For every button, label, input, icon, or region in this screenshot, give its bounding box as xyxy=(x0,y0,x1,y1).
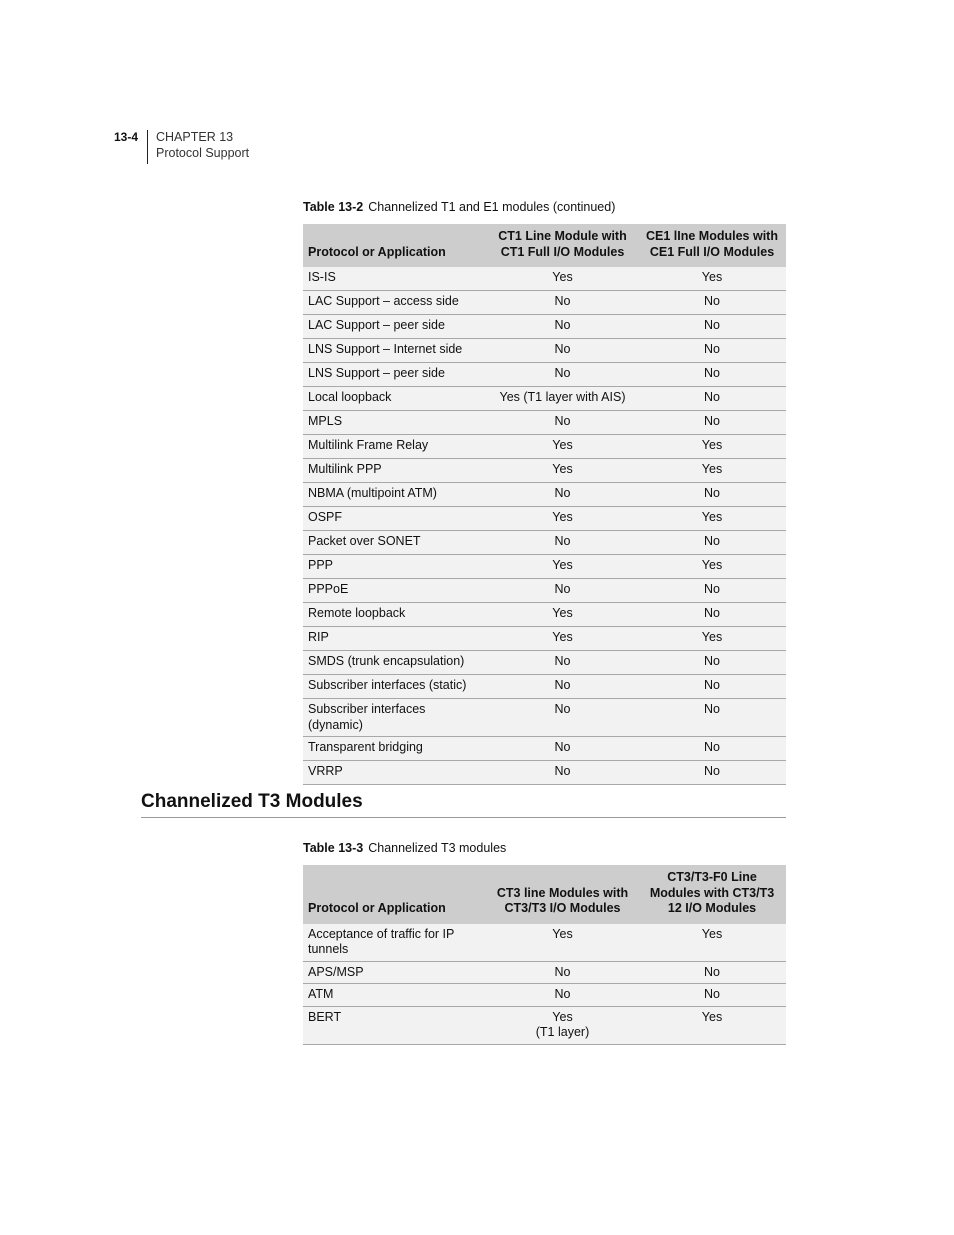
table-cell-text: No xyxy=(704,582,720,596)
table-cell xyxy=(487,961,637,984)
table-cell xyxy=(637,459,786,483)
table-cell-text: No xyxy=(704,654,720,668)
table-row xyxy=(303,737,786,761)
table-row xyxy=(303,984,786,1007)
table-row xyxy=(303,363,786,387)
table-cell-text: No xyxy=(704,702,720,716)
table-cell xyxy=(487,603,637,627)
table-cell xyxy=(487,651,637,675)
table-cell-text: Yes xyxy=(701,462,723,476)
table-cell xyxy=(303,603,487,627)
table-cell-text: ATM xyxy=(308,987,334,1001)
table-cell xyxy=(303,435,487,459)
table-cell xyxy=(487,459,637,483)
table-header-row xyxy=(303,865,786,924)
table-cell-text: Yes xyxy=(701,926,723,941)
table-13-3-caption xyxy=(303,841,506,855)
table-cell xyxy=(487,483,637,507)
column-header-text: CT3 line Modules with CT3/T3 I/O Modules xyxy=(496,885,629,915)
table-cell-text: No xyxy=(704,294,720,308)
table-cell xyxy=(303,651,487,675)
header-divider xyxy=(147,130,148,164)
table-cell xyxy=(637,267,786,291)
table-cell-text: No xyxy=(704,740,720,754)
column-header-text: CT3/T3-F0 Line Modules with CT3/T3 12 I/O Modules xyxy=(649,870,775,915)
column-header-text: Protocol or Application xyxy=(308,244,446,259)
table-cell-text: No xyxy=(704,342,720,356)
table-cell-text: Yes xyxy=(552,438,573,452)
table-cell-text: SMDS (trunk encapsulation) xyxy=(308,654,465,668)
table-cell xyxy=(637,627,786,651)
table-cell-text: PPP xyxy=(308,558,334,572)
table-cell-text: Yes xyxy=(552,270,573,284)
column-header-text: Protocol or Application xyxy=(308,901,446,915)
table-cell-text: No xyxy=(704,534,720,548)
table-cell-text: No xyxy=(554,534,571,548)
table-cell xyxy=(487,924,637,962)
table-header-row xyxy=(303,224,786,267)
table-cell xyxy=(303,363,487,387)
column-header xyxy=(487,865,637,924)
table-cell-text: No xyxy=(704,414,720,428)
table-cell xyxy=(487,387,637,411)
table-cell-text: MPLS xyxy=(308,414,343,428)
table-cell xyxy=(637,531,786,555)
table-cell xyxy=(487,699,637,737)
table-cell xyxy=(637,387,786,411)
table-cell-text: No xyxy=(554,486,571,500)
table-cell xyxy=(637,507,786,531)
table-cell-text: No xyxy=(704,987,720,1001)
table-cell-text: Yes xyxy=(701,270,723,284)
table-row xyxy=(303,531,786,555)
table-cell xyxy=(487,675,637,699)
table-cell xyxy=(637,483,786,507)
table-cell-text: No xyxy=(554,342,571,356)
table-cell-text: Local loopback xyxy=(308,390,392,404)
table-cell xyxy=(637,675,786,699)
table-cell-text: PPPoE xyxy=(308,582,349,596)
section-divider xyxy=(141,817,786,818)
table-cell-text: RIP xyxy=(308,630,329,644)
chapter-title: Protocol Support xyxy=(156,145,250,160)
table-cell-text: LNS Support – peer side xyxy=(308,366,445,380)
table-cell-text: Yes xyxy=(701,438,723,452)
column-header xyxy=(303,224,487,267)
table-cell xyxy=(487,291,637,315)
table-cell xyxy=(487,627,637,651)
table-cell-text: No xyxy=(554,740,571,754)
table-cell-text: Yes (T1 layer) xyxy=(535,1009,590,1039)
table-13-2-caption xyxy=(303,200,615,214)
table-cell xyxy=(303,737,487,761)
table-cell xyxy=(637,761,786,785)
caption-label: Table 13-2 xyxy=(303,200,364,214)
table-cell xyxy=(303,627,487,651)
table-row xyxy=(303,924,786,962)
table-cell-text: No xyxy=(704,486,720,500)
table-cell xyxy=(303,761,487,785)
table-cell-text: No xyxy=(554,678,571,692)
table-row xyxy=(303,483,786,507)
table-row xyxy=(303,459,786,483)
table-cell xyxy=(303,555,487,579)
table-cell xyxy=(303,315,487,339)
table-cell-text: No xyxy=(554,764,571,778)
table-cell-text: No xyxy=(704,678,720,692)
table-cell xyxy=(303,459,487,483)
table-cell xyxy=(637,603,786,627)
caption-text: Channelized T3 modules xyxy=(368,841,507,855)
table-cell xyxy=(487,315,637,339)
table-cell-text: Yes xyxy=(552,462,573,476)
table-cell-text: LAC Support – peer side xyxy=(308,318,445,332)
table-cell-text: Packet over SONET xyxy=(308,534,421,548)
table-cell-text: No xyxy=(554,702,571,716)
table-cell-text: Subscriber interfaces (static) xyxy=(308,678,467,692)
table-cell-text: VRRP xyxy=(308,764,343,778)
table-cell xyxy=(303,507,487,531)
table-cell xyxy=(487,531,637,555)
table-cell-text: No xyxy=(554,414,571,428)
table-cell-text: No xyxy=(554,582,571,596)
table-cell-text: Yes xyxy=(552,630,573,644)
caption-label: Table 13-3 xyxy=(303,841,364,855)
table-cell xyxy=(303,411,487,435)
table-row xyxy=(303,675,786,699)
table-cell xyxy=(637,924,786,962)
table-cell xyxy=(487,555,637,579)
table-cell xyxy=(303,1006,487,1044)
table-cell-text: No xyxy=(554,366,571,380)
column-header xyxy=(303,865,487,924)
table-cell xyxy=(637,435,786,459)
table-row xyxy=(303,627,786,651)
table-cell xyxy=(303,483,487,507)
table-cell xyxy=(637,315,786,339)
table-row xyxy=(303,315,786,339)
table-cell xyxy=(303,924,487,962)
table-cell xyxy=(303,984,487,1007)
table-cell xyxy=(637,961,786,984)
table-cell-text: No xyxy=(704,390,720,404)
table-cell xyxy=(637,699,786,737)
table-body xyxy=(303,267,786,785)
table-cell xyxy=(487,339,637,363)
column-header-text: CE1 lIne Modules with CE1 Full I/O Modules xyxy=(646,229,778,259)
table-cell-text: LAC Support – access side xyxy=(308,294,459,308)
table-cell xyxy=(487,435,637,459)
table-cell-text: Yes xyxy=(552,510,573,524)
table-cell xyxy=(637,737,786,761)
table-cell xyxy=(487,1006,637,1044)
table-cell xyxy=(637,579,786,603)
table-row xyxy=(303,435,786,459)
table-cell-text: No xyxy=(704,606,720,620)
table-cell xyxy=(637,291,786,315)
table-cell xyxy=(303,531,487,555)
table-cell xyxy=(487,761,637,785)
table-row xyxy=(303,603,786,627)
column-header xyxy=(637,865,786,924)
table-cell xyxy=(487,363,637,387)
table-cell-text: Multilink PPP xyxy=(308,462,382,476)
table-cell-text: NBMA (multipoint ATM) xyxy=(308,486,437,500)
table-cell-text: Subscriber interfaces (dynamic) xyxy=(308,702,426,732)
table-cell-text: OSPF xyxy=(308,510,343,524)
table-body xyxy=(303,924,786,1045)
table-cell xyxy=(487,411,637,435)
table-cell-text: Yes xyxy=(701,630,723,644)
table-13-2 xyxy=(303,224,786,785)
table-cell xyxy=(637,984,786,1007)
table-cell-text: No xyxy=(704,318,720,332)
table-cell-text: IS-IS xyxy=(308,270,336,284)
table-row xyxy=(303,387,786,411)
table-cell xyxy=(637,363,786,387)
table-cell xyxy=(303,291,487,315)
caption-text: Channelized T1 and E1 modules (continued) xyxy=(368,200,616,214)
table-row xyxy=(303,339,786,363)
table-cell-text: APS/MSP xyxy=(308,964,364,979)
table-cell xyxy=(303,579,487,603)
table-cell-text: LNS Support – Internet side xyxy=(308,342,463,356)
table-cell-text: Transparent bridging xyxy=(308,740,423,754)
table-cell xyxy=(637,339,786,363)
table-cell xyxy=(303,675,487,699)
table-cell-text: No xyxy=(554,318,571,332)
section-heading: Channelized T3 Modules xyxy=(141,791,363,812)
table-cell-text: Yes xyxy=(701,1009,723,1024)
table-row xyxy=(303,507,786,531)
table-cell-text: Yes xyxy=(701,558,723,572)
table-row xyxy=(303,579,786,603)
table-cell-text: BERT xyxy=(308,1009,342,1024)
table-row xyxy=(303,961,786,984)
table-cell xyxy=(487,984,637,1007)
chapter-label: CHAPTER 13 xyxy=(156,130,234,144)
table-row xyxy=(303,651,786,675)
table-cell-text: Acceptance of traffic for IP tunnels xyxy=(308,926,455,956)
table-cell xyxy=(637,1006,786,1044)
page-number: 13-4 xyxy=(114,130,139,144)
table-cell-text: Remote loopback xyxy=(308,606,406,620)
table-cell-text: Multilink Frame Relay xyxy=(308,438,429,452)
table-cell xyxy=(637,651,786,675)
table-cell xyxy=(303,339,487,363)
table-cell-text: No xyxy=(554,294,571,308)
table-cell-text: Yes xyxy=(552,926,573,941)
table-cell xyxy=(303,267,487,291)
table-row xyxy=(303,1006,786,1044)
table-cell-text: No xyxy=(554,654,571,668)
table-cell xyxy=(303,387,487,411)
table-cell-text: No xyxy=(704,764,720,778)
table-cell xyxy=(487,737,637,761)
table-row xyxy=(303,761,786,785)
table-row xyxy=(303,267,786,291)
table-cell-text: No xyxy=(704,366,720,380)
table-cell xyxy=(637,411,786,435)
table-cell xyxy=(303,699,487,737)
table-cell-text: Yes xyxy=(552,606,573,620)
column-header-text: CT1 Line Module with CT1 Full I/O Modules xyxy=(498,229,627,259)
table-cell xyxy=(487,267,637,291)
table-row xyxy=(303,699,786,737)
table-cell xyxy=(487,579,637,603)
chapter-info xyxy=(156,130,249,161)
table-13-3 xyxy=(303,865,786,1045)
table-cell xyxy=(303,961,487,984)
table-cell-text: Yes xyxy=(552,558,573,572)
table-cell-text: No xyxy=(704,964,720,979)
table-cell xyxy=(487,507,637,531)
table-cell xyxy=(637,555,786,579)
table-cell-text: No xyxy=(554,987,571,1001)
table-cell-text: Yes (T1 layer with AIS) xyxy=(499,390,626,404)
column-header xyxy=(487,224,637,267)
table-row xyxy=(303,291,786,315)
table-row xyxy=(303,555,786,579)
table-row xyxy=(303,411,786,435)
table-cell-text: Yes xyxy=(701,510,723,524)
column-header xyxy=(637,224,786,267)
table-cell-text: No xyxy=(554,964,571,979)
